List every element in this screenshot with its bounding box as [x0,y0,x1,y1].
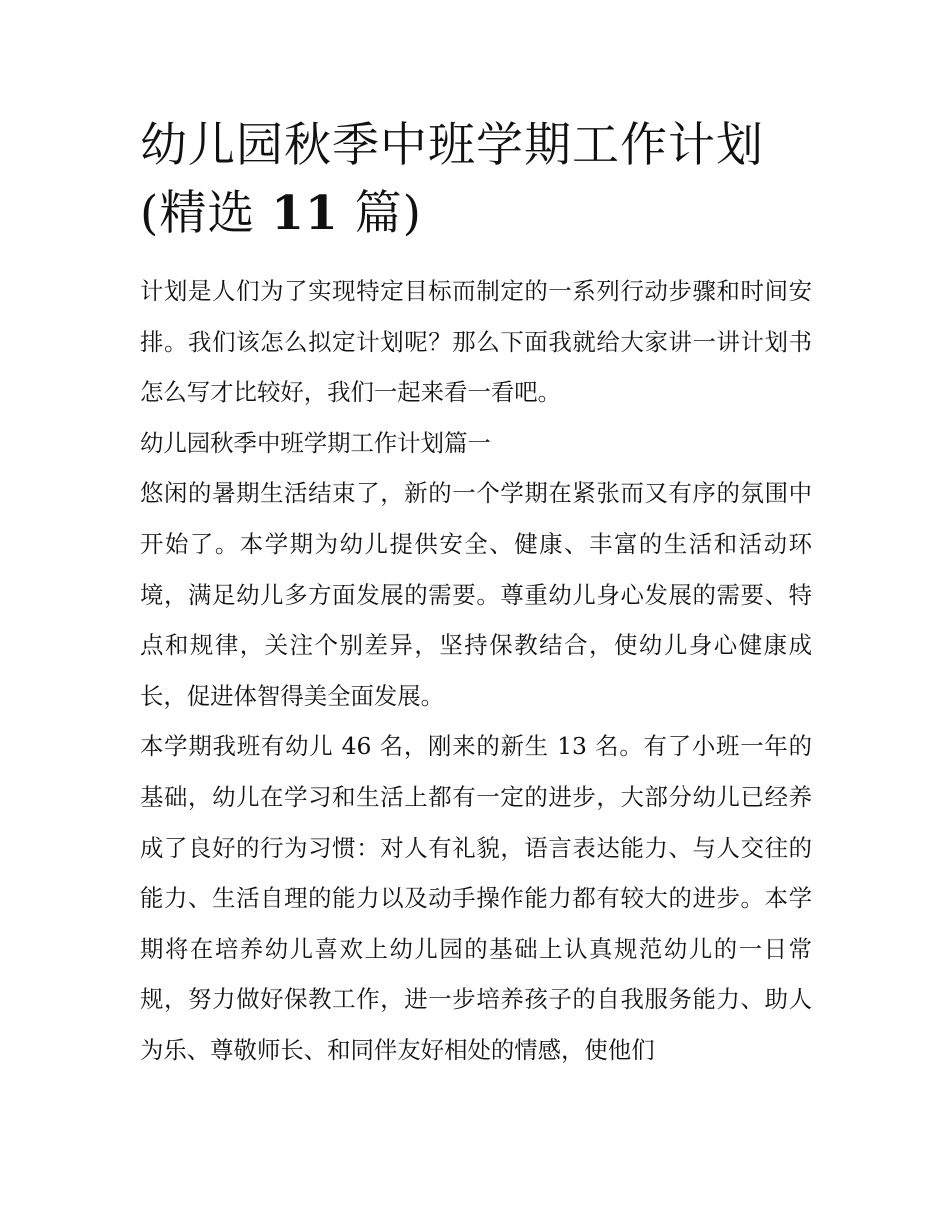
title-line-2-number: 11 [271,186,339,241]
intro-paragraph: 计划是人们为了实现特定目标而制定的一系列行动步骤和时间安排。我们该怎么拟定计划呢？那么下面我就给大家讲一讲计划书怎么写才比较好，我们一起来看一看吧。 [140,277,812,407]
document-title [140,112,812,248]
title-line-2-prefix: (精选 [140,186,272,241]
body-paragraph-1: 悠闲的暑期生活结束了，新的一个学期在紧张而又有序的氛围中开始了。本学期为幼儿提供安全、健康、丰富的生活和活动环境，满足幼儿多方面发展的需要。尊重幼儿身心发展的需要、特点和规律，关注个别差异，坚持保教结合，使幼儿身心健康成长，促进体智得美全面发展。 [140,479,812,710]
document-body [140,112,812,1076]
section-heading: 幼儿园秋季中班学期工作计划篇一 [140,428,491,457]
body-paragraph-2: 本学期我班有幼儿 46 名，刚来的新生 13 名。有了小班一年的基础，幼儿在学习和生活上都有一定的进步，大部分幼儿已经养成了良好的行为习惯：对人有礼貌，语言表达能力、与人交往的能力、生活自理的能力以及动手操作能力都有较大的进步。本学期将在培养幼儿喜欢上幼儿园的基础上认真规范幼儿的一日常规，努力做好保教工作，进一步培养孩子的自我服务能力、助人为乐、尊敬师长、和同伴友好相处的情感，使他们 [140,732,812,1064]
title-line-1: 幼儿园秋季中班学期工作计划 [140,118,764,173]
title-line-2-suffix: 篇) [338,186,422,241]
